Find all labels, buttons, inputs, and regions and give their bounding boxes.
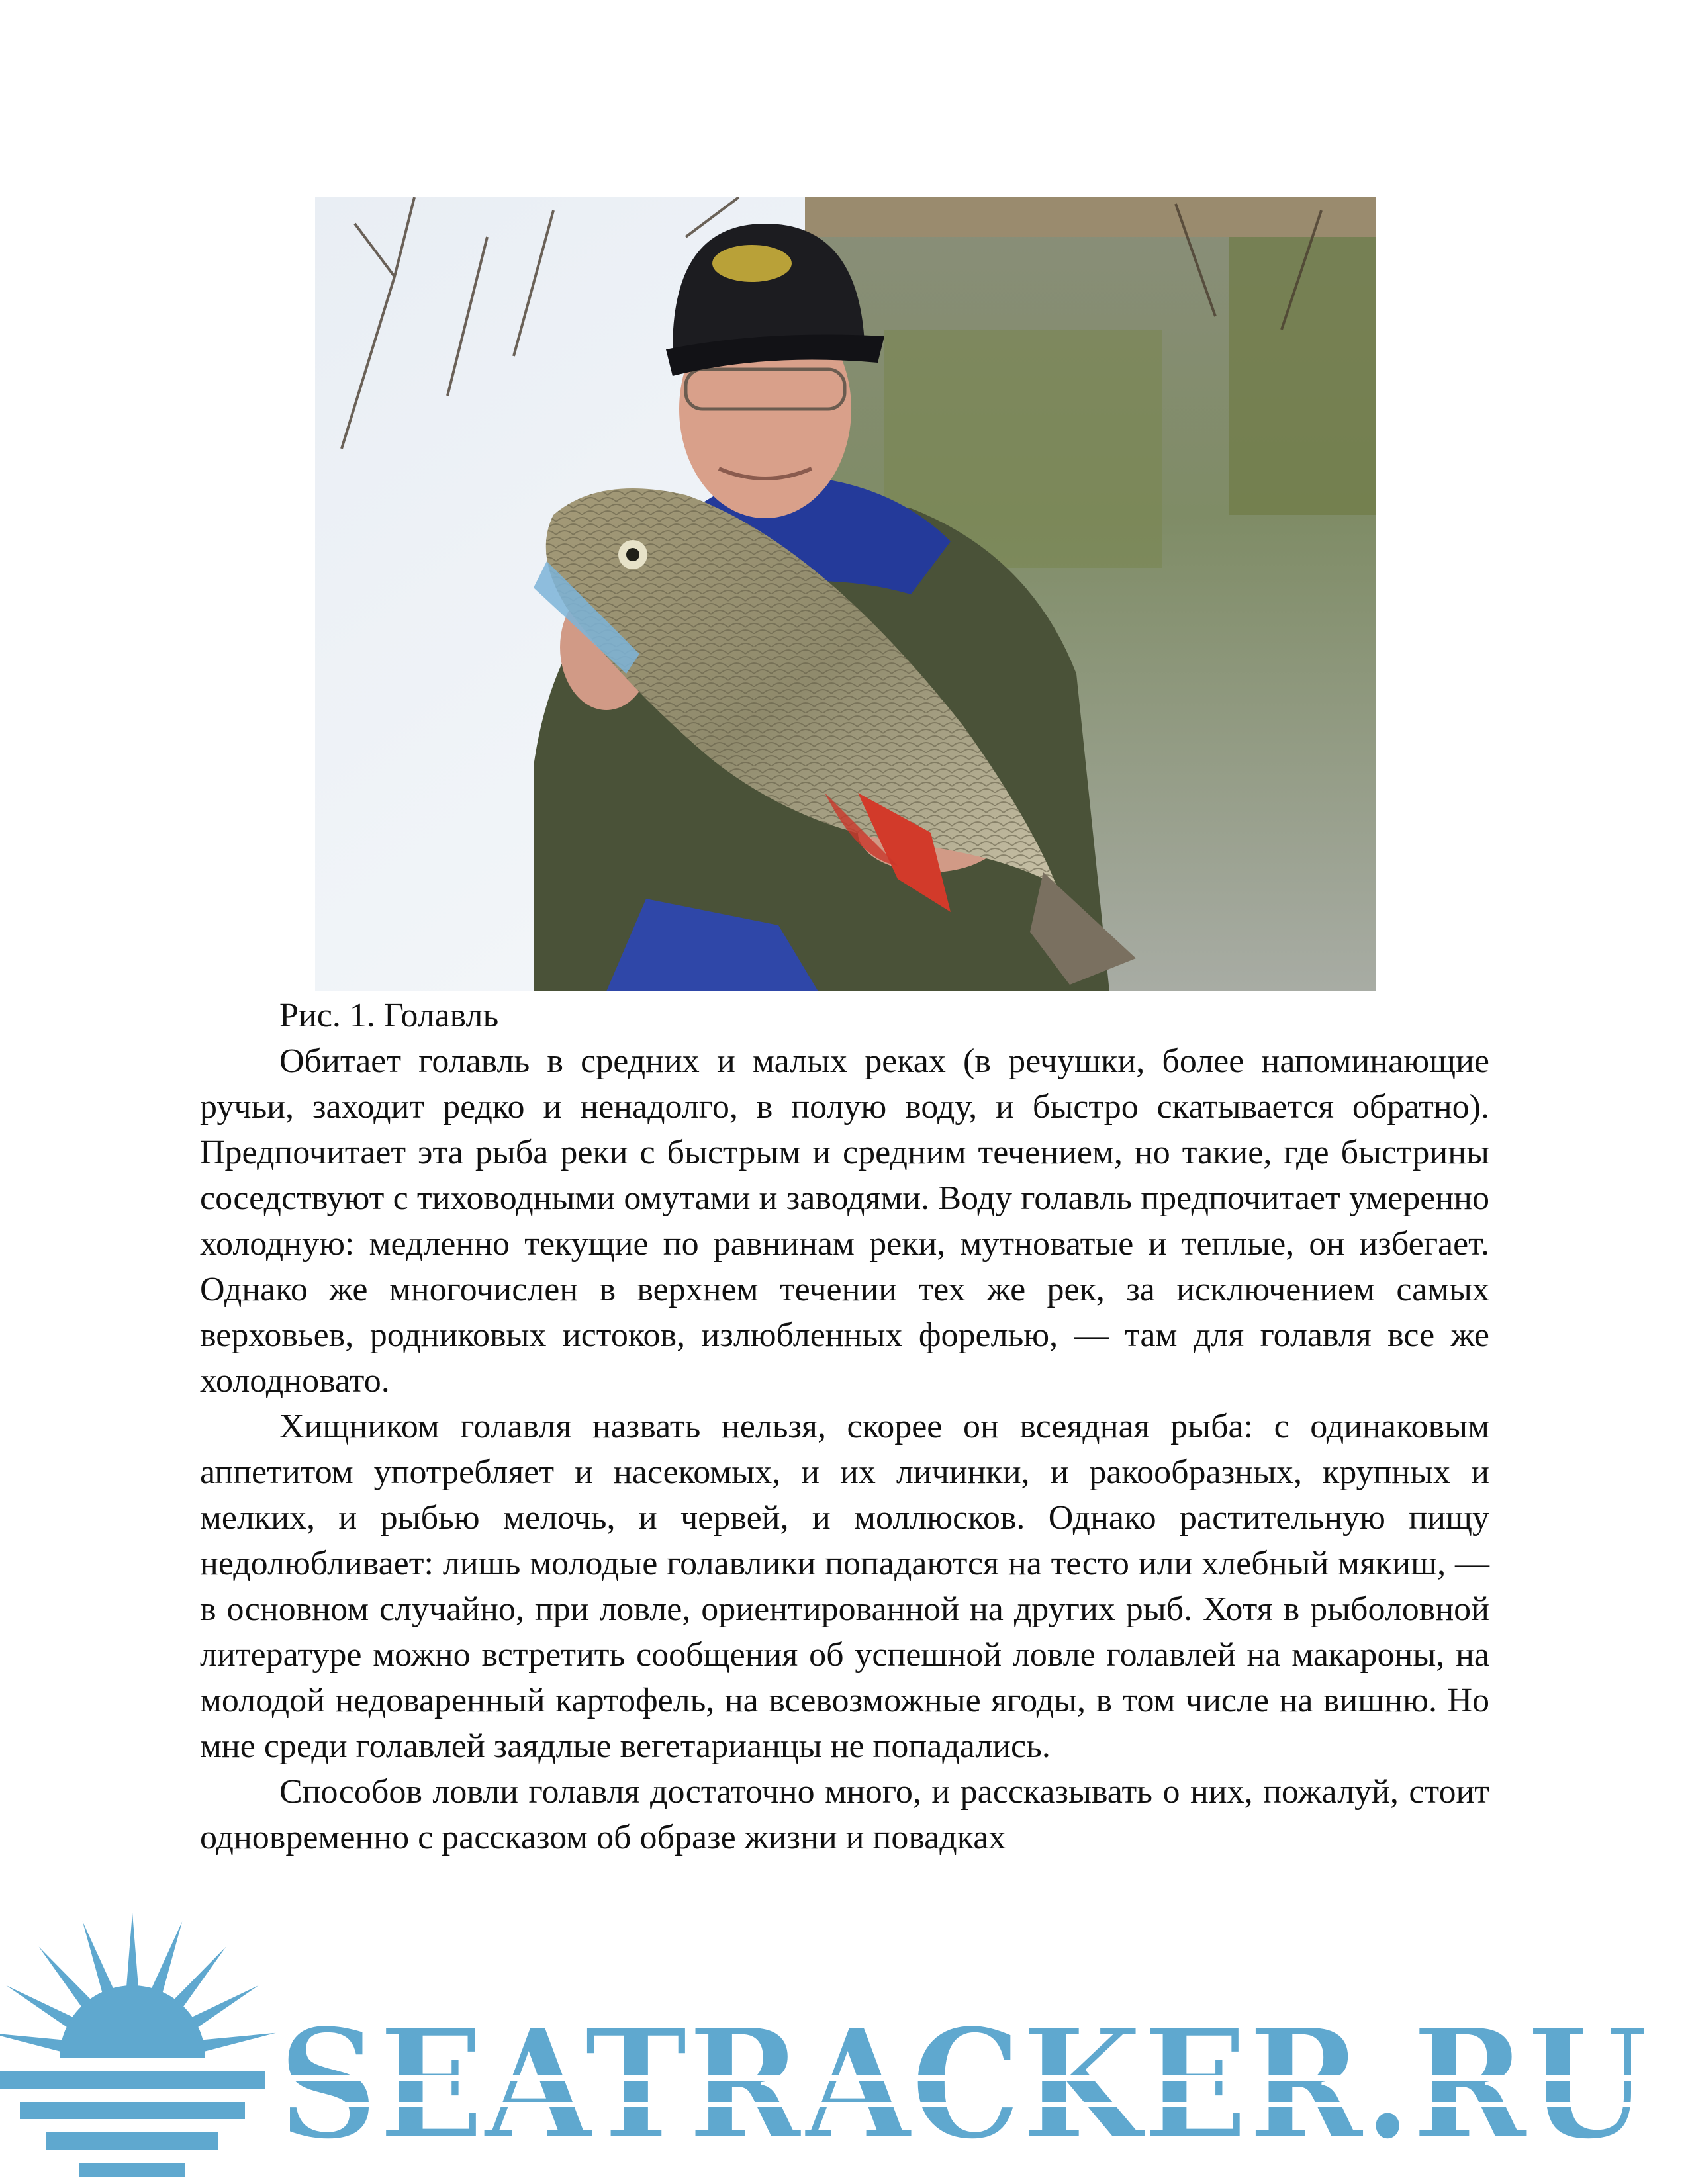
seatracker-watermark — [0, 1913, 1688, 2184]
paragraph-diet: Хищником голавля назвать нельзя, скорее он всеядная рыба: с одинаковым аппетитом употребляет и насекомых, и их личинки, и ракообразных, крупных и мелких, и рыбью мелочь, и червей, и моллюсков. Однако растительную пищу недолюбливает: лишь молодые голавлики попадаются на тесто или хлебный мякиш, — в основном случайно, при ловле, ориентированной на других рыб. Хотя в рыболовной литературе можно встретить сообщения об успешной ловле голавлей на макароны, на молодой недоваренный картофель, на всевозможные ягоды, в том числе на вишню. Но мне среди голавлей заядлые вегетарианцы не попадались. — [200, 1408, 1489, 1765]
figure-caption: Рис. 1. Голавль — [279, 997, 499, 1034]
watermark-text: SEATRACKER.RU — [278, 1995, 1648, 2174]
paragraph-habitat: Обитает голавль в средних и малых реках (в речушки, более напоминающие ручьи, заходит редко и ненадолго, в полую воду, и быстро скатывается обратно). Предпочитает эта рыба реки с быстрым и средним течением, но такие, где быстрины соседствуют с тиховодными омутами и заводями. Воду голавль предпочитает умеренно холодную: медленно текущие по равнинам реки, мутноватые и теплые, он избегает. Однако же многочислен в верхнем течении тех же рек, за исключением самых верховьев, родниковых истоков, излюбленных форелью, — там для голавля все же холодновато. — [200, 1042, 1489, 1400]
article-text — [200, 993, 1489, 1860]
sun-logo-icon — [0, 1913, 277, 2131]
paragraph-methods: Способов ловли голавля достаточно много, и рассказывать о них, пожалуй, стоит одновременно с рассказом об образе жизни и повадках — [200, 1773, 1489, 1856]
chub-photo — [315, 197, 1376, 991]
